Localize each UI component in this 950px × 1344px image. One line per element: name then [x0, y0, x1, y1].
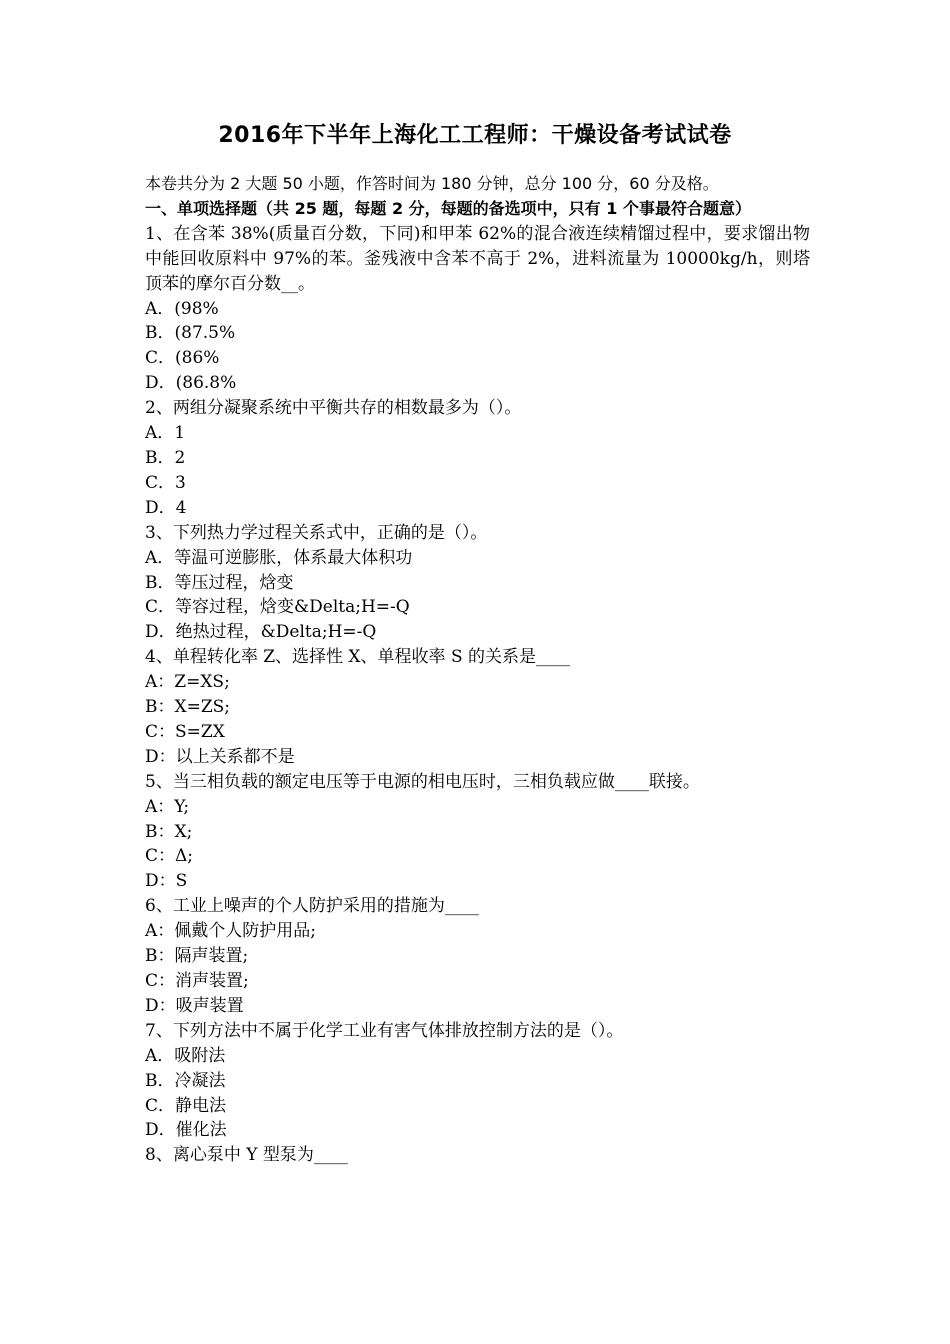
question-3-option-a: A．等温可逆膨胀，体系最大体积功: [145, 547, 413, 568]
section-header: 一、单项选择题（共 25 题，每题 2 分，每题的备选项中，只有 1 个事最符合题意）: [145, 198, 751, 218]
question-4-stem: 4、单程转化率 Z、选择性 X、单程收率 S 的关系是____: [145, 647, 570, 668]
exam-summary: 本卷共分为 2 大题 50 小题，作答时间为 180 分钟，总分 100 分，60 分及格。: [145, 174, 719, 193]
question-4-option-d: D：以上关系都不是: [145, 746, 295, 767]
question-6-option-c: C：消声装置;: [145, 971, 249, 991]
question-5-stem: 5、当三相负载的额定电压等于电源的相电压时，三相负载应做____联接。: [145, 771, 700, 792]
question-8-stem: 8、离心泵中 Y 型泵为____: [145, 1145, 348, 1166]
question-3-stem: 3、下列热力学过程关系式中，正确的是（）。: [145, 522, 488, 543]
question-2-option-d: D．4: [145, 497, 187, 518]
question-7-option-c: C．静电法: [145, 1095, 227, 1116]
question-7-option-b: B．冷凝法: [145, 1070, 226, 1091]
question-4-option-a: A：Z=XS;: [145, 672, 230, 693]
question-4-option-b: B：X=ZS;: [145, 697, 231, 718]
question-7-option-d: D．催化法: [145, 1120, 227, 1141]
question-1-option-a: A．(98%: [145, 298, 219, 319]
question-2-option-b: B．2: [145, 447, 186, 468]
question-2-stem: 2、两组分凝聚系统中平衡共存的相数最多为（）。: [145, 398, 522, 419]
question-3-option-b: B．等压过程，焓变: [145, 572, 294, 593]
page-title: 2016年下半年上海化工工程师：干燥设备考试试卷: [218, 123, 732, 148]
question-2-option-a: A．1: [145, 423, 186, 444]
question-6-option-a: A：佩戴个人防护用品;: [145, 921, 317, 942]
question-7-stem: 7、下列方法中不属于化学工业有害气体排放控制方法的是（）。: [145, 1020, 624, 1041]
question-1-option-b: B．(87.5%: [145, 323, 236, 344]
question-3-option-c: C．等容过程，焓变&Delta;H=-Q: [145, 597, 410, 618]
question-7-option-a: A．吸附法: [145, 1045, 226, 1066]
question-5-option-d: D：S: [145, 871, 188, 892]
question-1-option-d: D．(86.8%: [145, 373, 237, 394]
question-5-option-b: B：X;: [145, 821, 193, 842]
document-body: [145, 172, 810, 1168]
question-3-option-d: D．绝热过程，&Delta;H=-Q: [145, 622, 377, 643]
question-1-stem: 1、在含苯 38%(质量百分数，下同)和甲苯 62%的混合液连续精馏过程中，要求馏出物中能回收原料中 97%的苯。釜残液中含苯不高于 2%，进料流量为 10000kg/h，则塔顶苯的摩尔百分数__。: [145, 223, 810, 294]
question-4-option-c: C：S=ZX: [145, 721, 225, 742]
question-5-option-c: C：Δ;: [145, 846, 194, 867]
question-1-option-c: C．(86%: [145, 348, 220, 369]
question-6-option-b: B：隔声装置;: [145, 946, 249, 967]
question-6-stem: 6、工业上噪声的个人防护采用的措施为____: [145, 896, 479, 917]
question-2-option-c: C．3: [145, 472, 186, 493]
question-5-option-a: A：Y;: [145, 796, 190, 817]
question-6-option-d: D：吸声装置: [145, 995, 244, 1016]
